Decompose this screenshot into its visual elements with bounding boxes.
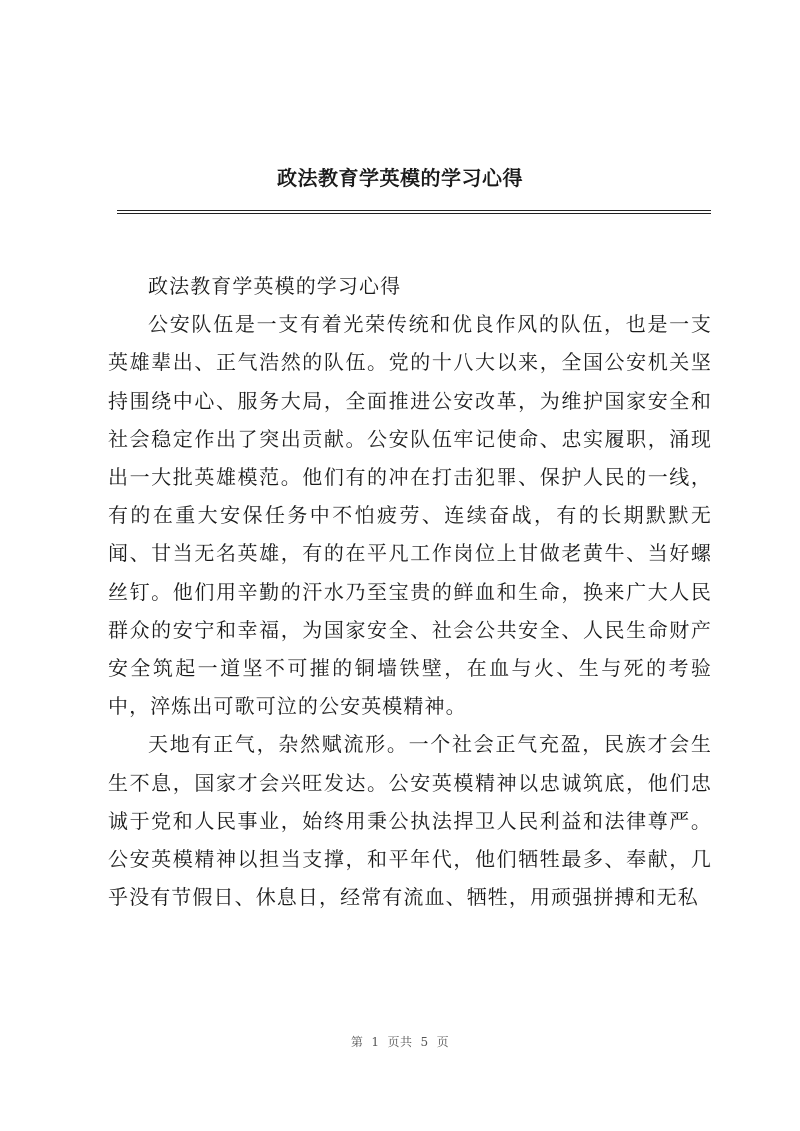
- current-page-number: 1: [371, 1035, 380, 1049]
- body-paragraph: 天地有正气，杂然赋流形。一个社会正气充盈，民族才会生生不息，国家才会兴旺发达。公安英模精神以忠诚筑底，他们忠诚于党和人民事业，始终用秉公执法捍卫人民利益和法律尊严。公安英模精神以担当支撑，和平年代，他们牺牲最多、奉献，几乎没有节假日、休息日，经常有流血、牺牲，用顽强拼搏和无私: [108, 732, 712, 910]
- page-title: 政法教育学英模的学习心得: [277, 166, 523, 190]
- document-body: [108, 267, 712, 916]
- body-paragraph-heading: 政法教育学英模的学习心得: [148, 274, 402, 298]
- body-paragraph: 公安队伍是一支有着光荣传统和优良作风的队伍，也是一支英雄辈出、正气浩然的队伍。党的十八大以来，全国公安机关坚持围绕中心、服务大局，全面推进公安改革，为维护国家安全和社会稳定作出了突出贡献。公安队伍牢记使命、忠实履职，涌现出一大批英雄模范。他们有的冲在打击犯罪、保护人民的一线，有的在重大安保任务中不怕疲劳、连续奋战，有的长期默默无闻、甘当无名英雄，有的在平凡工作岗位上甘做老黄牛、当好螺丝钉。他们用辛勤的汗水乃至宝贵的鲜血和生命，换来广大人民群众的安宁和幸福，为国家安全、社会公共安全、人民生命财产安全筑起一道坚不可摧的铜墙铁壁，在血与火、生与死的考验中，淬炼出可歌可泣的公安英模精神。: [108, 312, 712, 719]
- total-pages-number: 5: [420, 1035, 429, 1049]
- page-label-prefix: 第: [350, 1035, 364, 1049]
- page-footer: [0, 1033, 800, 1050]
- page-label-mid: 页共: [387, 1035, 413, 1049]
- title-divider: [117, 210, 711, 214]
- page-label-suffix: 页: [436, 1035, 450, 1049]
